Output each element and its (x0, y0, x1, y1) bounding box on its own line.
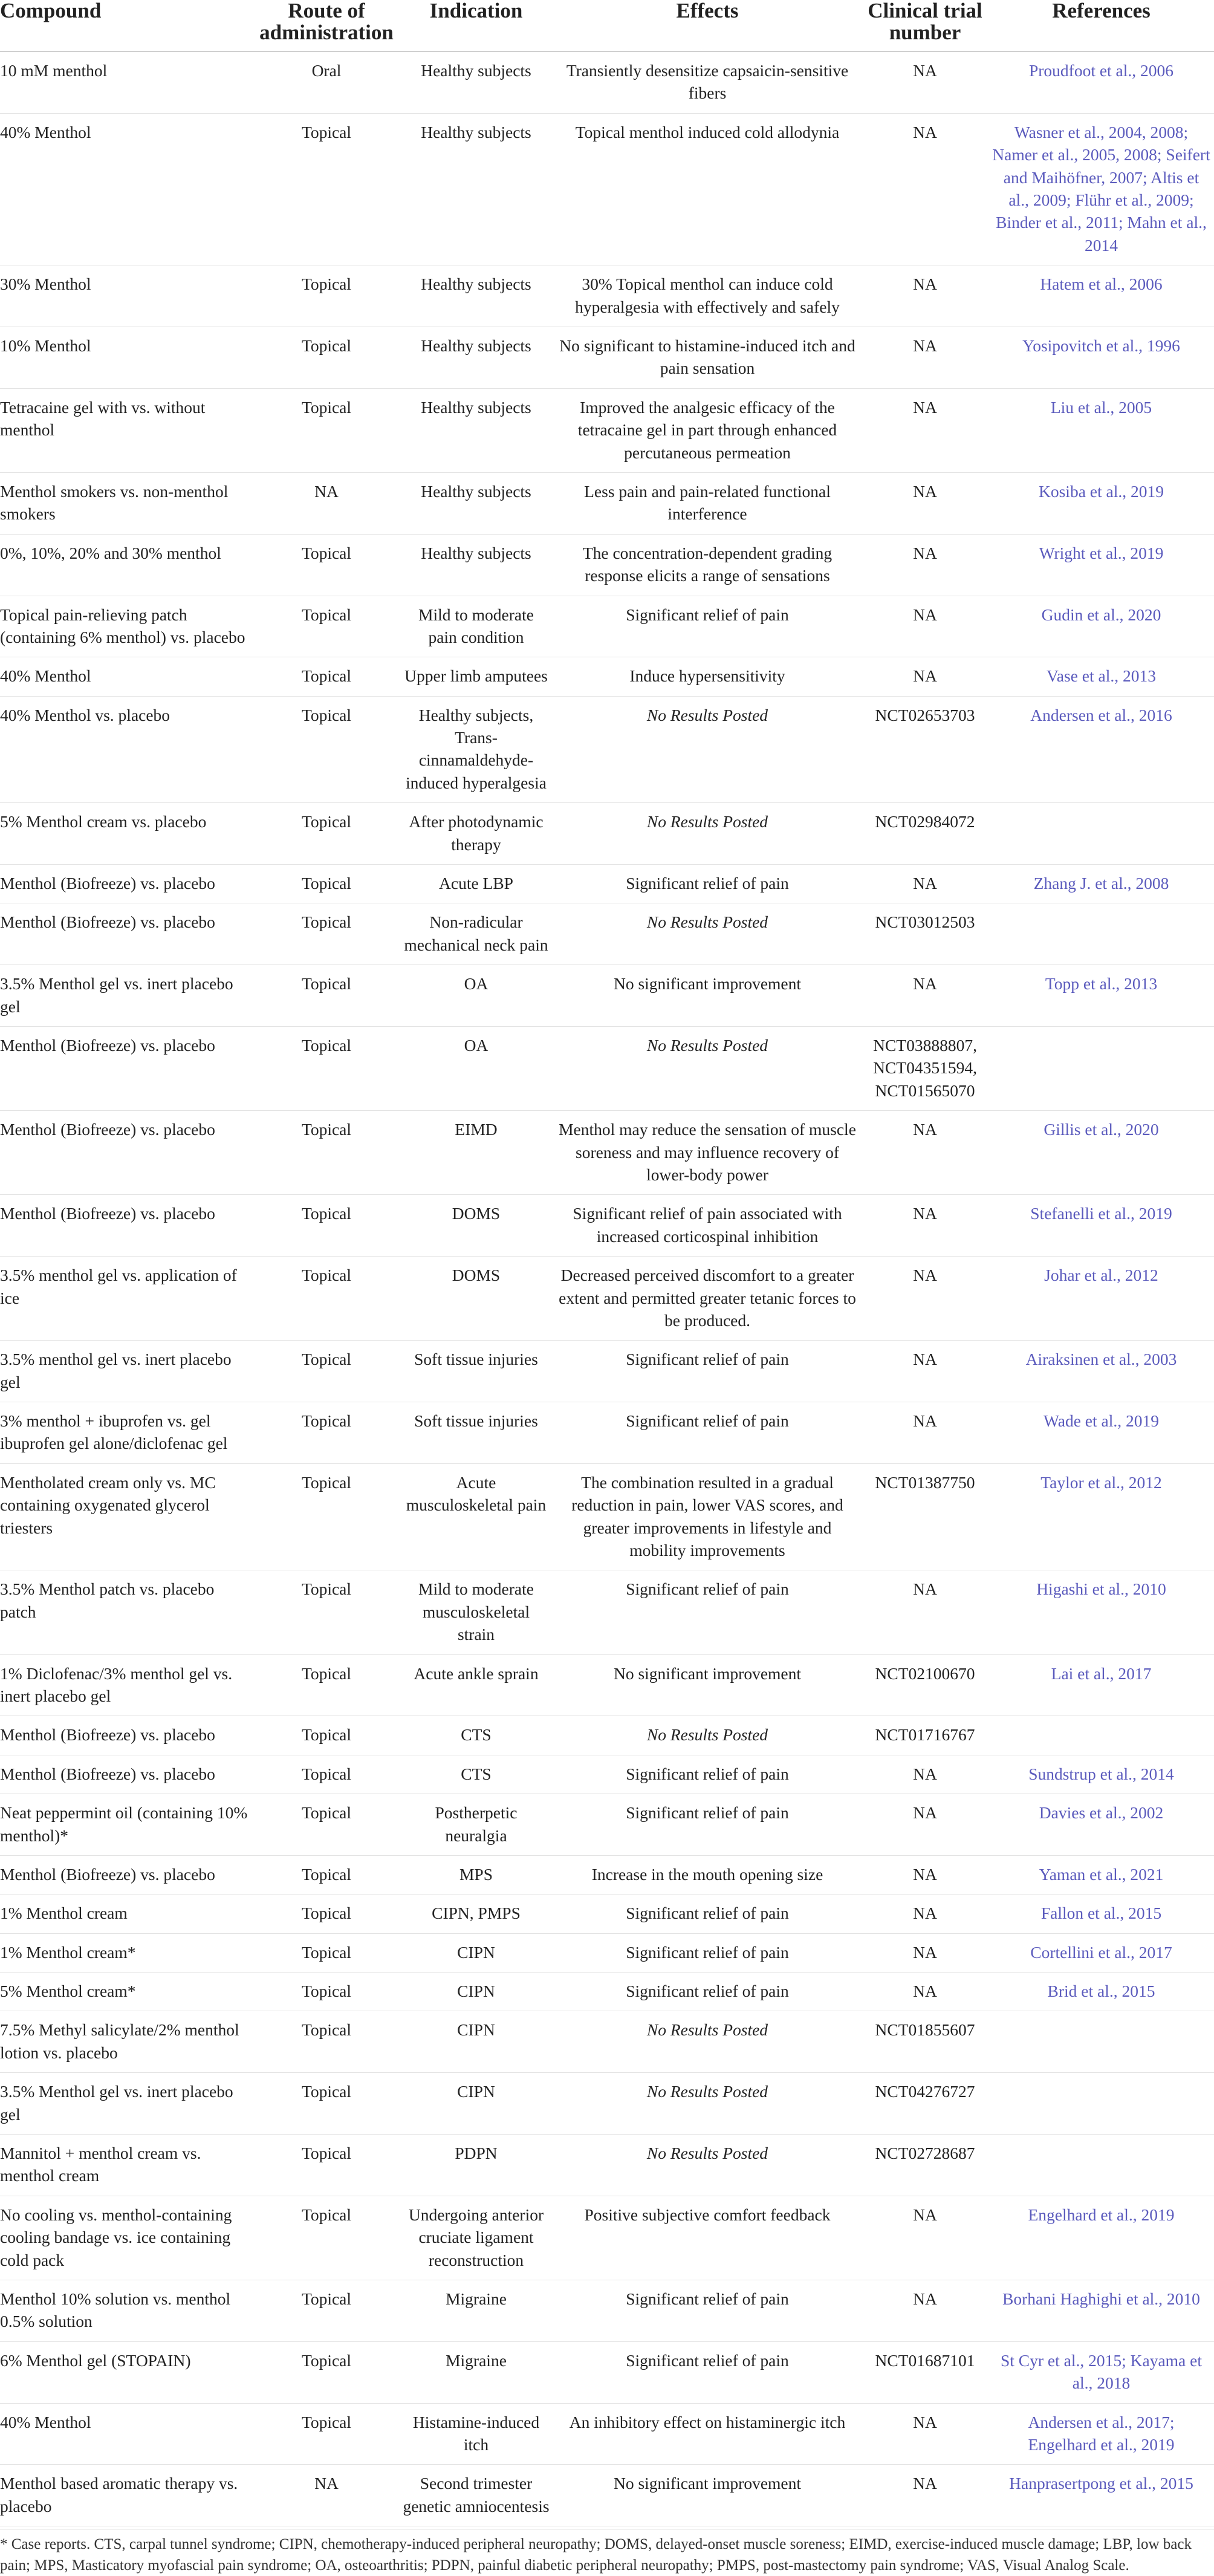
table-row (0, 1341, 1214, 1402)
cell-indication: After photodynamic therapy (409, 812, 544, 854)
table-row (0, 1257, 1214, 1341)
cell-references[interactable]: Hanprasertpong et al., 2015 (1009, 2474, 1193, 2493)
cell-references[interactable]: Kosiba et al., 2019 (1039, 481, 1164, 501)
cell-compound: No cooling vs. menthol-containing cooling bandage vs. ice containing cold pack (0, 2205, 232, 2269)
cell-trial-number: NCT02728687 (875, 2144, 975, 2163)
cell-trial-number: NCT01716767 (875, 1725, 975, 1745)
cell-route: Oral (311, 61, 342, 80)
cell-references[interactable]: St Cyr et al., 2015; Kayama et al., 2018 (1001, 2350, 1202, 2393)
cell-indication: Postherpetic neuralgia (435, 1803, 518, 1845)
cell-trial-number: NA (913, 2289, 937, 2308)
cell-references (988, 903, 1214, 965)
cell-effects: Improved the analgesic efficacy of the tetracaine gel in part through enhanced percutaneous permeation (577, 397, 837, 462)
cell-trial-number: NA (913, 1204, 937, 1223)
cell-trial-number: NA (913, 543, 937, 562)
cell-compound: 1% Diclofenac/3% menthol gel vs. inert placebo gel (0, 1664, 233, 1705)
cell-indication: MPS (459, 1864, 493, 1884)
cell-effects: Significant relief of pain (626, 1803, 789, 1823)
cell-trial-number: NA (913, 1350, 937, 1369)
cell-effects: Less pain and pain-related functional interference (584, 481, 831, 524)
cell-references[interactable]: Gudin et al., 2020 (1041, 605, 1161, 624)
table-row (0, 2280, 1214, 2342)
cell-references[interactable]: Wright et al., 2019 (1039, 543, 1164, 562)
table-row (0, 472, 1214, 534)
table-footnote: * Case reports. CTS, carpal tunnel syndrome; CIPN, chemotherapy-induced peripheral neuropathy; DOMS, delayed-onset muscle soreness; EIMD, exercise-induced muscle damage; LBP, low back pain; MPS, Masticatory myofascial pain syndrome; OA, osteoarthritis; PDPN, painful diabetic peripheral neuropathy; PMPS, post-mastectomy pain syndrome; VAS, Visual Analog Scale. (0, 2529, 1214, 2576)
cell-effects: No significant improvement (613, 2474, 802, 2493)
cell-trial-number: NCT01387750 (875, 1472, 975, 1492)
cell-references (988, 803, 1214, 865)
cell-route: Topical (301, 1035, 352, 1055)
cell-trial-number: NA (913, 1411, 937, 1431)
cell-indication: Healthy subjects, Trans-cinnamaldehyde-induced hyperalgesia (406, 705, 547, 792)
cell-references[interactable]: Yosipovitch et al., 1996 (1022, 336, 1180, 355)
cell-trial-number: NA (913, 275, 937, 294)
cell-effects: Topical menthol induced cold allodynia (575, 122, 840, 141)
cell-effects: Significant relief of pain (626, 1411, 789, 1431)
cell-references (988, 2135, 1214, 2196)
cell-compound: 3.5% menthol gel vs. inert placebo gel (0, 1350, 232, 1391)
cell-trial-number: NA (913, 1904, 937, 1923)
cell-references[interactable]: Fallon et al., 2015 (1040, 1904, 1162, 1923)
table-row (0, 1463, 1214, 1570)
cell-compound: 5% Menthol cream vs. placebo (0, 812, 207, 831)
table-row (0, 657, 1214, 696)
cell-references[interactable]: Sundstrup et al., 2014 (1028, 1764, 1174, 1783)
cell-route: Topical (301, 605, 352, 624)
cell-effects: Significant relief of pain (626, 1350, 789, 1369)
cell-trial-number: NCT04276727 (875, 2082, 975, 2101)
table-row (0, 1570, 1214, 1654)
cell-route: Topical (301, 1904, 352, 1923)
cell-route: Topical (301, 1864, 352, 1884)
header-effects: Effects (676, 0, 739, 22)
cell-indication: CTS (461, 1725, 492, 1745)
cell-indication: Undergoing anterior cruciate ligament reconstruction (408, 2205, 544, 2269)
cell-effects: Significant relief of pain (626, 1764, 789, 1783)
cell-trial-number: NCT03012503 (875, 912, 975, 932)
cell-references[interactable]: Andersen et al., 2016 (1030, 705, 1172, 724)
cell-route: Topical (301, 1120, 352, 1139)
cell-trial-number: NA (913, 61, 937, 80)
cell-trial-number: NA (913, 1764, 937, 1783)
cell-trial-number: NA (913, 1120, 937, 1139)
cell-compound: Menthol smokers vs. non-menthol smokers (0, 481, 229, 524)
table-body (0, 51, 1214, 2526)
cell-effects: Induce hypersensitivity (629, 666, 785, 686)
cell-compound: Tetracaine gel with vs. without menthol (0, 397, 206, 440)
cell-route: Topical (301, 397, 352, 417)
table-row (0, 696, 1214, 803)
cell-effects: No Results Posted (646, 812, 768, 831)
cell-references[interactable]: Airaksinen et al., 2003 (1025, 1350, 1177, 1369)
table-row (0, 1026, 1214, 1110)
cell-route: Topical (301, 1411, 352, 1431)
cell-compound: 3% menthol + ibuprofen vs. gel ibuprofen gel alone/diclofenac gel (0, 1411, 228, 1453)
cell-references[interactable]: Higashi et al., 2010 (1036, 1579, 1166, 1599)
cell-compound: Menthol 10% solution vs. menthol 0.5% solution (0, 2289, 231, 2331)
cell-effects: No Results Posted (646, 2020, 768, 2040)
cell-trial-number: NA (913, 1579, 937, 1599)
header-trial: Clinical trial number (868, 0, 982, 45)
cell-compound: 10% Menthol (0, 336, 91, 355)
cell-effects: No significant to histamine-induced itch and pain sensation (559, 336, 855, 378)
table-row (0, 113, 1214, 265)
cell-references (988, 1716, 1214, 1755)
cell-compound: Menthol (Biofreeze) vs. placebo (0, 874, 215, 893)
cell-indication: Soft tissue injuries (414, 1411, 538, 1431)
cell-compound: 6% Menthol gel (STOPAIN) (0, 2350, 191, 2370)
cell-references[interactable]: Engelhard et al., 2019 (1028, 2205, 1175, 2224)
cell-trial-number: NCT02653703 (875, 705, 975, 724)
cell-trial-number: NA (913, 2205, 937, 2224)
cell-effects: Significant relief of pain (626, 874, 789, 893)
cell-effects: An inhibitory effect on histaminergic itch (569, 2412, 846, 2431)
table-row (0, 388, 1214, 472)
cell-route: Topical (301, 974, 352, 994)
table-row (0, 265, 1214, 327)
table-row (0, 327, 1214, 389)
cell-route: Topical (301, 336, 352, 355)
cell-effects: Significant relief of pain associated with increased corticospinal inhibition (573, 1204, 842, 1246)
cell-effects: The combination resulted in a gradual reduction in pain, lower VAS scores, and greater improvements in lifestyle and mobility improvements (571, 1472, 843, 1560)
cell-references[interactable]: Taylor et al., 2012 (1040, 1472, 1162, 1492)
cell-compound: 3.5% Menthol gel vs. inert placebo gel (0, 2082, 233, 2124)
cell-effects: Menthol may reduce the sensation of muscle soreness and may influence recovery of lower-body power (559, 1120, 856, 1184)
cell-compound: Mentholated cream only vs. MC containing oxygenated glycerol triesters (0, 1472, 216, 1537)
cell-indication: Healthy subjects (421, 481, 531, 501)
cell-route: Topical (301, 2412, 352, 2431)
cell-compound: Neat peppermint oil (containing 10% menthol)* (0, 1803, 248, 1845)
cell-references[interactable]: Proudfoot et al., 2006 (1028, 61, 1174, 80)
table-row (0, 903, 1214, 965)
cell-compound: 1% Menthol cream (0, 1904, 128, 1923)
cell-effects: Significant relief of pain (626, 1904, 789, 1923)
cell-indication: EIMD (455, 1120, 498, 1139)
cell-references (988, 2073, 1214, 2135)
table-row (0, 865, 1214, 903)
cell-route: Topical (301, 812, 352, 831)
header-indication: Indication (429, 0, 523, 22)
cell-effects: Significant relief of pain (626, 1982, 789, 2001)
cell-trial-number: NA (913, 1266, 937, 1285)
cell-route: Topical (301, 1350, 352, 1369)
cell-effects: Transiently desensitize capsaicin-sensitive fibers (566, 61, 849, 103)
table-header (0, 0, 1214, 51)
cell-effects: No significant improvement (613, 974, 802, 994)
cell-trial-number: NA (913, 1803, 937, 1823)
cell-indication: Mild to moderate pain condition (418, 605, 534, 646)
cell-references[interactable]: Cortellini et al., 2017 (1030, 1942, 1172, 1962)
cell-effects: Significant relief of pain (626, 1942, 789, 1962)
cell-trial-number: NA (913, 1864, 937, 1884)
cell-trial-number: NA (913, 1982, 937, 2001)
cell-trial-number: NCT03888807, NCT04351594, NCT01565070 (873, 1035, 977, 1100)
cell-compound: 1% Menthol cream* (0, 1942, 136, 1962)
cell-indication: CTS (461, 1764, 492, 1783)
cell-trial-number: NA (913, 974, 937, 994)
cell-compound: 0%, 10%, 20% and 30% menthol (0, 543, 221, 562)
cell-indication: CIPN (457, 2082, 495, 2101)
cell-route: Topical (301, 1579, 352, 1599)
cell-route: Topical (301, 1266, 352, 1285)
cell-effects: The concentration-dependent grading response elicits a range of sensations (582, 543, 833, 585)
table-row (0, 965, 1214, 1027)
cell-effects: No Results Posted (646, 1725, 768, 1745)
cell-references[interactable]: Yaman et al., 2021 (1039, 1864, 1164, 1884)
cell-effects: Positive subjective comfort feedback (584, 2205, 831, 2224)
cell-effects: No Results Posted (646, 2082, 768, 2101)
cell-trial-number: NA (913, 1942, 937, 1962)
table-row (0, 1933, 1214, 1972)
header-route: Route of administration (259, 0, 394, 45)
cell-effects: 30% Topical menthol can induce cold hyperalgesia with effectively and safely (575, 275, 840, 316)
cell-effects: Significant relief of pain (626, 2289, 789, 2308)
cell-route: Topical (301, 2350, 352, 2370)
cell-indication: Healthy subjects (421, 397, 531, 417)
header-row (0, 0, 1214, 51)
table-row (0, 534, 1214, 596)
cell-effects: No Results Posted (646, 2144, 768, 2163)
cell-compound: 40% Menthol (0, 2412, 91, 2431)
cell-indication: Healthy subjects (421, 543, 531, 562)
cell-effects: Significant relief of pain (626, 1579, 789, 1599)
cell-references[interactable]: Gillis et al., 2020 (1044, 1120, 1159, 1139)
table-row (0, 1973, 1214, 2011)
cell-compound: Menthol (Biofreeze) vs. placebo (0, 912, 215, 932)
cell-indication: Non-radicular mechanical neck pain (404, 912, 548, 954)
cell-route: Topical (301, 705, 352, 724)
cell-references[interactable]: Brid et al., 2015 (1047, 1982, 1155, 2001)
cell-trial-number: NCT01687101 (875, 2350, 975, 2370)
table-row (0, 596, 1214, 657)
cell-references[interactable]: Borhani Haghighi et al., 2010 (1002, 2289, 1200, 2308)
cell-compound: Menthol (Biofreeze) vs. placebo (0, 1864, 215, 1884)
table-row (0, 2341, 1214, 2403)
cell-compound: 3.5% Menthol patch vs. placebo patch (0, 1579, 215, 1621)
cell-indication: Second trimester genetic amniocentesis (403, 2474, 550, 2516)
cell-indication: Acute LBP (439, 874, 513, 893)
cell-route: Topical (301, 1204, 352, 1223)
table-row (0, 51, 1214, 113)
cell-references[interactable]: Johar et al., 2012 (1044, 1266, 1158, 1285)
cell-indication: Mild to moderate musculoskeletal strain (418, 1579, 534, 1644)
cell-indication: Healthy subjects (421, 122, 531, 141)
cell-route: Topical (301, 2082, 352, 2101)
cell-trial-number: NCT01855607 (875, 2020, 975, 2040)
table-row (0, 2403, 1214, 2465)
cell-route: Topical (301, 1664, 352, 1683)
cell-trial-number: NA (913, 122, 937, 141)
cell-effects: No significant improvement (613, 1664, 802, 1683)
cell-effects: Increase in the mouth opening size (591, 1864, 823, 1884)
table-row (0, 1895, 1214, 1933)
table-row (0, 1716, 1214, 1755)
cell-indication: Migraine (446, 2289, 507, 2308)
table-row (0, 2011, 1214, 2073)
cell-references[interactable]: Andersen et al., 2017; Engelhard et al., 2019 (1028, 2412, 1175, 2454)
cell-references[interactable]: Wade et al., 2019 (1044, 1411, 1159, 1431)
cell-indication: PDPN (455, 2144, 498, 2163)
cell-indication: Migraine (446, 2350, 507, 2370)
cell-trial-number: NA (913, 666, 937, 686)
cell-compound: 10 mM menthol (0, 61, 108, 80)
cell-indication: CIPN (457, 2020, 495, 2040)
cell-indication: Acute musculoskeletal pain (406, 1472, 547, 1515)
cell-compound: Topical pain-relieving patch (containing 6% menthol) vs. placebo (0, 605, 245, 646)
cell-compound: 40% Menthol vs. placebo (0, 705, 170, 724)
cell-route: Topical (301, 543, 352, 562)
table-row (0, 2135, 1214, 2196)
cell-trial-number: NCT02100670 (875, 1664, 975, 1683)
cell-indication: Upper limb amputees (404, 666, 548, 686)
cell-route: Topical (301, 666, 352, 686)
cell-compound: 5% Menthol cream* (0, 1982, 136, 2001)
cell-route: Topical (301, 2205, 352, 2224)
cell-trial-number: NA (913, 2474, 937, 2493)
cell-indication: Healthy subjects (421, 336, 531, 355)
cell-references (988, 1026, 1214, 1110)
cell-references[interactable]: Davies et al., 2002 (1039, 1803, 1164, 1823)
cell-route: Topical (301, 1725, 352, 1745)
cell-trial-number: NA (913, 481, 937, 501)
cell-indication: OA (464, 1035, 489, 1055)
cell-references[interactable]: Zhang J. et al., 2008 (1033, 874, 1169, 893)
cell-trial-number: NA (913, 2412, 937, 2431)
cell-effects: Significant relief of pain (626, 2350, 789, 2370)
cell-route: Topical (301, 1942, 352, 1962)
cell-route: Topical (301, 1982, 352, 2001)
cell-indication: CIPN (457, 1942, 495, 1962)
cell-trial-number: NA (913, 397, 937, 417)
cell-references[interactable]: Stefanelli et al., 2019 (1030, 1204, 1172, 1223)
table-row (0, 1402, 1214, 1464)
table-row (0, 2465, 1214, 2526)
cell-compound: 30% Menthol (0, 275, 91, 294)
header-compound: Compound (0, 0, 102, 22)
cell-compound: 7.5% Methyl salicylate/2% menthol lotion vs. placebo (0, 2020, 239, 2062)
table-row (0, 1654, 1214, 1716)
cell-route: Topical (301, 122, 352, 141)
cell-route: Topical (301, 2144, 352, 2163)
cell-effects: No Results Posted (646, 1035, 768, 1055)
table-row (0, 2196, 1214, 2280)
cell-route: Topical (301, 912, 352, 932)
table-row (0, 1111, 1214, 1195)
cell-indication: CIPN, PMPS (432, 1904, 521, 1923)
cell-references[interactable]: Hatem et al., 2006 (1040, 275, 1163, 294)
cell-route: Topical (301, 1764, 352, 1783)
table-row (0, 1755, 1214, 1794)
cell-indication: Soft tissue injuries (414, 1350, 538, 1369)
cell-effects: Decreased perceived discomfort to a greater extent and permitted greater tetanic forces to be produced. (559, 1266, 856, 1330)
cell-trial-number: NA (913, 336, 937, 355)
table-row (0, 803, 1214, 865)
cell-compound: Menthol (Biofreeze) vs. placebo (0, 1120, 215, 1139)
cell-trial-number: NCT02984072 (875, 812, 975, 831)
cell-indication: OA (464, 974, 489, 994)
cell-effects: No Results Posted (646, 705, 768, 724)
cell-references[interactable]: Vase et al., 2013 (1047, 666, 1156, 686)
cell-references[interactable]: Liu et al., 2005 (1050, 397, 1152, 417)
cell-effects: No Results Posted (646, 912, 768, 932)
cell-compound: 40% Menthol (0, 122, 91, 141)
cell-indication: DOMS (452, 1266, 501, 1285)
table-row (0, 1794, 1214, 1856)
cell-compound: Menthol based aromatic therapy vs. placebo (0, 2474, 238, 2516)
cell-references (988, 2011, 1214, 2073)
cell-route: Topical (301, 1803, 352, 1823)
table-row (0, 1855, 1214, 1894)
cell-compound: Menthol (Biofreeze) vs. placebo (0, 1764, 215, 1783)
cell-compound: Menthol (Biofreeze) vs. placebo (0, 1035, 215, 1055)
table-row (0, 1195, 1214, 1257)
cell-references[interactable]: Lai et al., 2017 (1051, 1664, 1152, 1683)
cell-trial-number: NA (913, 874, 937, 893)
header-references: References (1052, 0, 1151, 22)
cell-references[interactable]: Wasner et al., 2004, 2008; Namer et al., 2005, 2008; Seifert and Maihöfner, 2007; Altis et al., 2009; Flühr et al., 2009; Binder et al., 2011; Mahn et al., 2014 (992, 122, 1210, 255)
table-row (0, 2073, 1214, 2135)
cell-compound: 3.5% menthol gel vs. application of ice (0, 1266, 237, 1307)
cell-indication: Acute ankle sprain (414, 1664, 539, 1683)
cell-compound: Menthol (Biofreeze) vs. placebo (0, 1725, 215, 1745)
cell-references[interactable]: Topp et al., 2013 (1045, 974, 1158, 994)
cell-indication: DOMS (452, 1204, 501, 1223)
cell-route: Topical (301, 2020, 352, 2040)
cell-indication: Healthy subjects (421, 61, 531, 80)
cell-indication: Histamine-induced itch (412, 2412, 540, 2454)
cell-compound: Menthol (Biofreeze) vs. placebo (0, 1204, 215, 1223)
cell-indication: Healthy subjects (421, 275, 531, 294)
cell-route: NA (314, 481, 339, 501)
cell-route: Topical (301, 874, 352, 893)
cell-route: Topical (301, 1472, 352, 1492)
cell-trial-number: NA (913, 605, 937, 624)
cell-indication: CIPN (457, 1982, 495, 2001)
cell-compound: 3.5% Menthol gel vs. inert placebo gel (0, 974, 233, 1016)
cell-route: Topical (301, 2289, 352, 2308)
cell-effects: Significant relief of pain (626, 605, 789, 624)
cell-compound: Mannitol + menthol cream vs. menthol cream (0, 2144, 201, 2185)
cell-compound: 40% Menthol (0, 666, 91, 686)
cell-route: Topical (301, 275, 352, 294)
cell-route: NA (314, 2474, 339, 2493)
